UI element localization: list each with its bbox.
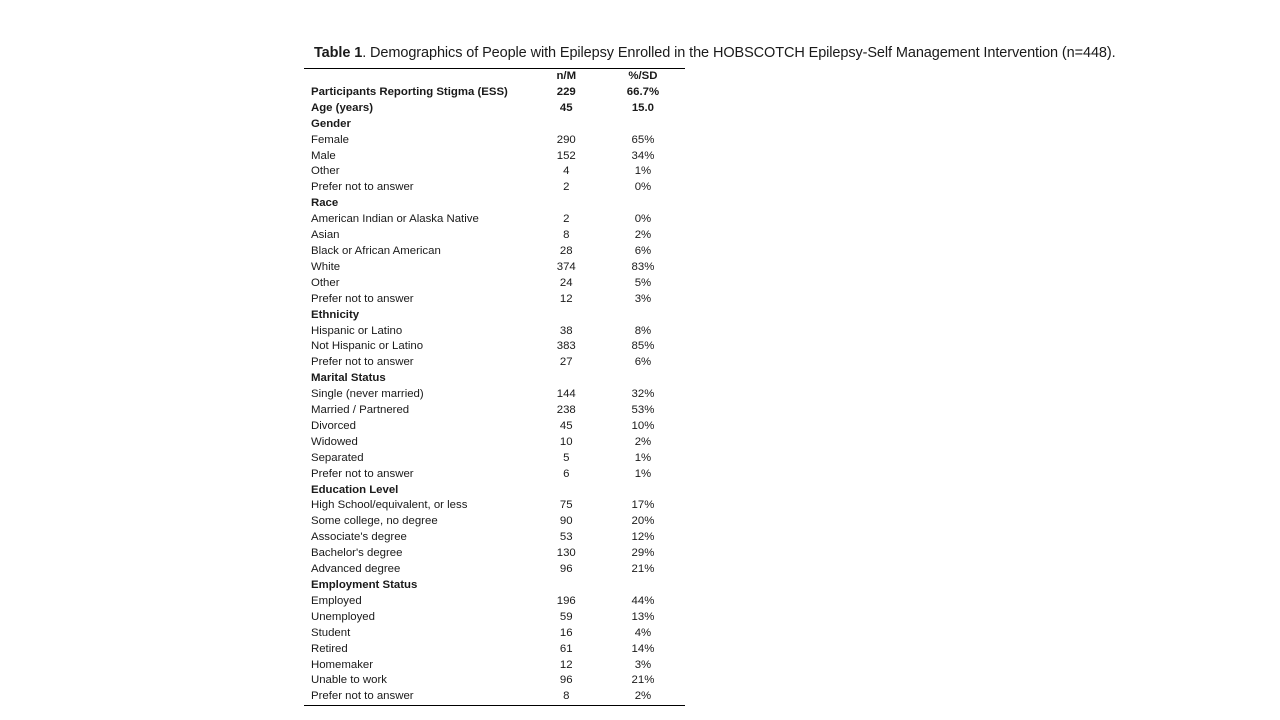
row-label: Advanced degree <box>311 563 401 576</box>
table-row <box>304 339 685 355</box>
row-n-value: 2 <box>563 181 570 194</box>
row-n-value: 152 <box>556 149 576 162</box>
row-label: Retired <box>311 642 348 655</box>
row-n-value <box>532 308 601 324</box>
row-label: Other <box>311 165 340 178</box>
row-pct-value: 0% <box>634 181 652 194</box>
caption-label: Table 1 <box>314 45 363 61</box>
row-label: Male <box>311 149 336 162</box>
row-n-value: 75 <box>559 499 573 512</box>
table-row <box>304 403 685 419</box>
row-n-value: 130 <box>556 547 576 560</box>
row-label: Unemployed <box>311 610 375 623</box>
row-label: Separated <box>311 451 364 464</box>
row-n-value: 8 <box>563 229 570 242</box>
row-pct-value: 6% <box>634 356 652 369</box>
row-n-value: 12 <box>559 658 573 671</box>
row-label: Age (years) <box>311 101 374 114</box>
row-n-value: 374 <box>556 260 576 273</box>
row-n-value: 8 <box>563 690 570 703</box>
table-row <box>304 546 685 562</box>
row-pct-value: 53% <box>631 404 655 417</box>
table-row <box>304 530 685 546</box>
row-label: Prefer not to answer <box>311 690 414 703</box>
table-header <box>304 69 685 85</box>
row-n-value <box>532 117 601 133</box>
row-pct-value <box>601 308 685 324</box>
row-label: Gender <box>311 117 351 130</box>
row-pct-value: 20% <box>631 515 655 528</box>
row-pct-value: 6% <box>634 244 652 257</box>
table-caption <box>314 45 1116 61</box>
demographics-table <box>304 69 685 705</box>
row-n-value: 290 <box>556 133 576 146</box>
row-n-value: 5 <box>563 451 570 464</box>
row-pct-value <box>601 196 685 212</box>
row-pct-value: 32% <box>631 388 655 401</box>
row-label: Associate's degree <box>311 531 407 544</box>
row-n-value: 96 <box>559 674 573 687</box>
table-row <box>304 292 685 308</box>
row-label: Bachelor's degree <box>311 547 403 560</box>
section-row <box>304 578 685 594</box>
row-n-value: 144 <box>556 388 576 401</box>
header-pct-sd: %/SD <box>628 70 658 82</box>
row-label: Education Level <box>311 483 399 496</box>
row-label: Black or African American <box>311 244 441 257</box>
row-n-value: 16 <box>559 626 573 639</box>
row-pct-value: 8% <box>634 324 652 337</box>
table-row <box>304 642 685 658</box>
row-n-value <box>532 371 601 387</box>
row-label: Divorced <box>311 419 356 432</box>
row-label: Asian <box>311 229 340 242</box>
row-label: Ethnicity <box>311 308 360 321</box>
row-label: Some college, no degree <box>311 515 438 528</box>
table-row <box>304 689 685 705</box>
table-row <box>304 324 685 340</box>
section-row <box>304 308 685 324</box>
table-row <box>304 244 685 260</box>
row-n-value <box>532 483 601 499</box>
table-row <box>304 498 685 514</box>
row-pct-value: 21% <box>631 674 655 687</box>
header-n-m: n/M <box>556 70 577 82</box>
section-row <box>304 371 685 387</box>
row-n-value: 238 <box>556 404 576 417</box>
row-pct-value: 4% <box>634 626 652 639</box>
section-row <box>304 483 685 499</box>
table-row <box>304 514 685 530</box>
row-n-value: 6 <box>563 467 570 480</box>
header-row <box>304 69 685 85</box>
table-row <box>304 149 685 165</box>
row-n-value: 24 <box>559 276 573 289</box>
row-pct-value: 66.7% <box>626 85 660 98</box>
row-pct-value: 2% <box>634 229 652 242</box>
row-pct-value: 2% <box>634 435 652 448</box>
row-label: Not Hispanic or Latino <box>311 340 424 353</box>
header-label <box>304 69 532 85</box>
row-label: Unable to work <box>311 674 387 687</box>
row-label: Prefer not to answer <box>311 181 414 194</box>
row-pct-value: 14% <box>631 642 655 655</box>
row-n-value: 38 <box>559 324 573 337</box>
row-label: Employed <box>311 594 362 607</box>
row-label: Prefer not to answer <box>311 467 414 480</box>
row-label: Prefer not to answer <box>311 356 414 369</box>
section-row <box>304 196 685 212</box>
section-row <box>304 117 685 133</box>
row-label: High School/equivalent, or less <box>311 499 468 512</box>
row-pct-value: 2% <box>634 690 652 703</box>
row-label: Hispanic or Latino <box>311 324 403 337</box>
row-pct-value: 29% <box>631 547 655 560</box>
row-n-value: 45 <box>559 101 573 114</box>
row-n-value <box>532 196 601 212</box>
row-n-value: 229 <box>556 85 576 98</box>
row-pct-value: 1% <box>634 165 652 178</box>
row-pct-value: 12% <box>631 531 655 544</box>
row-label: Race <box>311 197 339 210</box>
table-row <box>304 164 685 180</box>
row-pct-value: 1% <box>634 451 652 464</box>
row-label: White <box>311 260 341 273</box>
row-pct-value: 21% <box>631 563 655 576</box>
row-label: Employment Status <box>311 579 418 591</box>
row-pct-value <box>601 117 685 133</box>
row-label: American Indian or Alaska Native <box>311 213 479 226</box>
table-row <box>304 387 685 403</box>
table-row <box>304 562 685 578</box>
row-n-value <box>532 578 601 594</box>
row-pct-value <box>601 578 685 594</box>
caption-text: . Demographics of People with Epilepsy Enrolled in the HOBSCOTCH Epilepsy-Self Management Intervention (n=448). <box>362 45 1116 61</box>
row-label: Single (never married) <box>311 388 424 401</box>
row-n-value: 59 <box>559 610 573 623</box>
table-row <box>304 435 685 451</box>
table-row <box>304 594 685 610</box>
demographics-table-container <box>304 68 685 706</box>
table-row <box>304 212 685 228</box>
row-label: Other <box>311 276 340 289</box>
row-pct-value: 1% <box>634 467 652 480</box>
row-label: Participants Reporting Stigma (ESS) <box>311 85 508 98</box>
table-row <box>304 276 685 292</box>
row-n-value: 90 <box>559 515 573 528</box>
section-row <box>304 101 685 117</box>
row-n-value: 27 <box>559 356 573 369</box>
row-label: Homemaker <box>311 658 374 671</box>
row-pct-value: 13% <box>631 610 655 623</box>
row-label: Married / Partnered <box>311 404 410 417</box>
row-pct-value: 85% <box>631 340 655 353</box>
table-row <box>304 260 685 276</box>
row-n-value: 28 <box>559 244 573 257</box>
row-label: Prefer not to answer <box>311 292 414 305</box>
row-label: Female <box>311 133 349 146</box>
row-pct-value <box>601 483 685 499</box>
row-label: Marital Status <box>311 372 386 385</box>
table-row <box>304 658 685 674</box>
row-pct-value: 17% <box>631 499 655 512</box>
row-pct-value: 3% <box>634 658 652 671</box>
row-n-value: 196 <box>556 594 576 607</box>
row-pct-value: 65% <box>631 133 655 146</box>
row-n-value: 383 <box>556 340 576 353</box>
row-pct-value: 34% <box>631 149 655 162</box>
row-pct-value <box>601 371 685 387</box>
table-row <box>304 419 685 435</box>
section-row <box>304 85 685 101</box>
table-body <box>304 85 685 705</box>
row-pct-value: 15.0 <box>631 101 655 114</box>
row-pct-value: 3% <box>634 292 652 305</box>
row-n-value: 12 <box>559 292 573 305</box>
row-n-value: 4 <box>563 165 570 178</box>
row-n-value: 2 <box>563 213 570 226</box>
row-pct-value: 0% <box>634 213 652 226</box>
table-row <box>304 133 685 149</box>
table-row <box>304 180 685 196</box>
table-row <box>304 228 685 244</box>
table-row <box>304 467 685 483</box>
table-row <box>304 626 685 642</box>
row-pct-value: 44% <box>631 594 655 607</box>
table-row <box>304 451 685 467</box>
row-label: Widowed <box>311 435 358 448</box>
row-pct-value: 5% <box>634 276 652 289</box>
table-row <box>304 610 685 626</box>
row-pct-value: 10% <box>631 419 655 432</box>
row-n-value: 10 <box>559 435 573 448</box>
row-n-value: 53 <box>559 531 573 544</box>
row-pct-value: 83% <box>631 260 655 273</box>
row-n-value: 61 <box>559 642 573 655</box>
row-n-value: 96 <box>559 563 573 576</box>
row-label: Student <box>311 626 351 639</box>
table-row <box>304 355 685 371</box>
row-n-value: 45 <box>559 419 573 432</box>
table-row <box>304 673 685 689</box>
